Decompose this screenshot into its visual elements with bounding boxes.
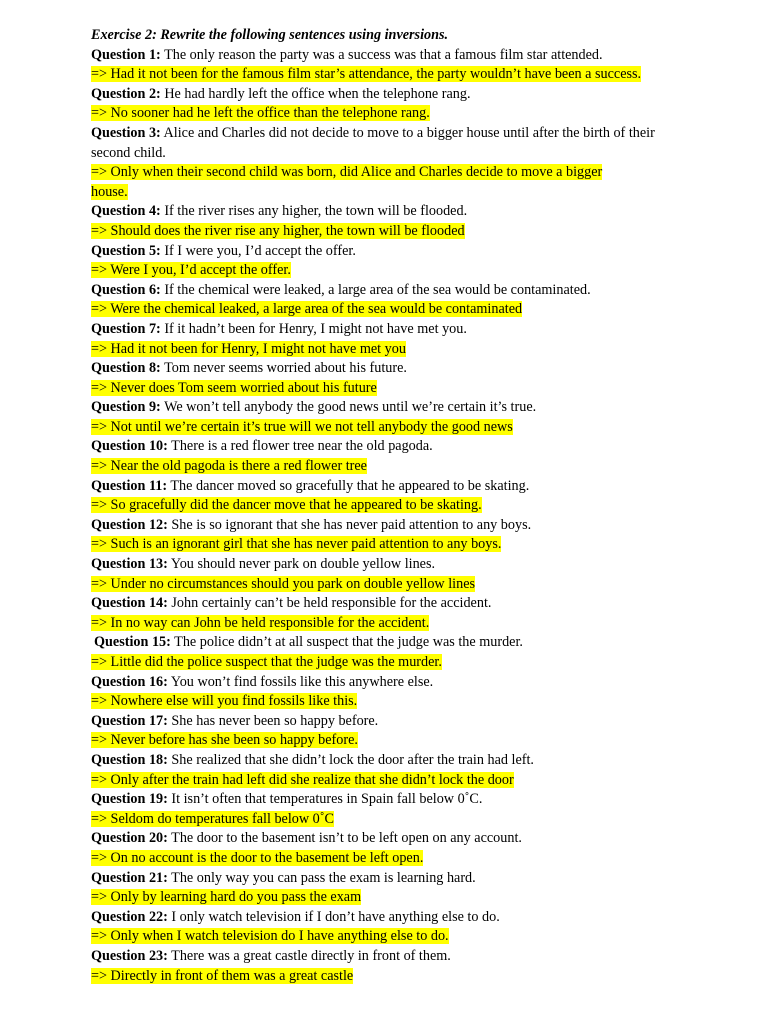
question-text: It isn’t often that temperatures in Spain fall below 0˚C. — [171, 791, 483, 808]
question-3 — [91, 124, 681, 163]
answer-9: => Not until we’re certain it’s true will we not tell anybody the good news — [91, 418, 513, 435]
question-label: Question 2: — [91, 85, 161, 102]
question-text: Alice and Charles did not decide to move to a bigger house until after the birth of their second child. — [91, 124, 655, 161]
answer-1: => Had it not been for the famous film star’s attendance, the party wouldn’t have been a success. — [91, 66, 642, 83]
question-text: The only way you can pass the exam is learning hard. — [171, 869, 476, 886]
question-7 — [91, 320, 708, 340]
answer-6: => Were the chemical leaked, a large area of the sea would be contaminated — [91, 301, 523, 318]
question-label: Question 7: — [91, 320, 161, 337]
question-label: Question 16: — [91, 673, 168, 690]
answer-18: => Only after the train had left did she realize that she didn’t lock the door — [91, 771, 514, 788]
question-label: Question 9: — [91, 399, 161, 416]
answer-4: => Should does the river rise any higher, the town will be flooded — [91, 222, 465, 239]
question-13 — [91, 555, 708, 575]
answer-3-line-1: => Only when their second child was born, did Alice and Charles decide to move a bigger — [91, 164, 603, 181]
question-text: There is a red flower tree near the old pagoda. — [171, 438, 433, 455]
answer-13: => Under no circumstances should you park on double yellow lines — [91, 575, 476, 592]
answer-23: => Directly in front of them was a great castle — [91, 967, 354, 984]
answer-8: => Never does Tom seem worried about his future — [91, 379, 377, 396]
answer-7: => Had it not been for Henry, I might not have met you — [91, 340, 406, 357]
answer-14: => In no way can John be held responsible for the accident. — [91, 614, 430, 631]
question-label: Question 21: — [91, 869, 168, 886]
question-label: Question 4: — [91, 203, 161, 220]
question-text: You won’t find fossils like this anywhere else. — [170, 673, 434, 690]
question-4 — [91, 202, 708, 222]
question-label: Question 22: — [91, 908, 168, 925]
question-label: Question 12: — [91, 516, 168, 533]
question-label: Question 10: — [91, 438, 168, 455]
question-label: Question 14: — [91, 595, 168, 612]
question-label: Question 5: — [91, 242, 161, 259]
answer-22: => Only when I watch television do I have anything else to do. — [91, 928, 449, 945]
question-label: Question 8: — [91, 360, 161, 377]
question-text: The dancer moved so gracefully that he appeared to be skating. — [170, 477, 530, 494]
question-18 — [91, 751, 708, 771]
question-8 — [91, 359, 708, 379]
question-2 — [91, 85, 708, 105]
question-1 — [91, 46, 708, 66]
question-text: I only watch television if I don’t have anything else to do. — [171, 908, 500, 925]
question-text: If it hadn’t been for Henry, I might not have met you. — [164, 320, 467, 337]
question-text: She has never been so happy before. — [171, 712, 379, 729]
question-9 — [91, 398, 708, 418]
question-15 — [91, 633, 708, 653]
question-16 — [91, 673, 708, 693]
question-label: Question 11: — [91, 477, 168, 494]
question-text: Tom never seems worried about his future. — [164, 360, 407, 377]
answer-15: => Little did the police suspect that the judge was the murder. — [91, 654, 442, 670]
question-text: If the river rises any higher, the town will be flooded. — [164, 203, 468, 220]
question-11 — [91, 477, 708, 497]
question-14 — [91, 594, 708, 614]
answer-10: => Near the old pagoda is there a red flower tree — [91, 458, 367, 475]
answer-21: => Only by learning hard do you pass the exam — [91, 889, 362, 906]
answer-5: => Were I you, I’d accept the offer. — [91, 262, 291, 279]
question-label: Question 15: — [94, 634, 171, 651]
question-23 — [91, 947, 708, 967]
question-text: He had hardly left the office when the telephone rang. — [164, 85, 471, 102]
question-label: Question 1: — [91, 46, 161, 63]
question-10 — [91, 437, 708, 457]
question-label: Question 18: — [91, 751, 168, 768]
question-label: Question 23: — [91, 947, 168, 964]
question-label: Question 3: — [91, 124, 161, 141]
answer-17: => Never before has she been so happy before. — [91, 732, 358, 749]
question-12 — [91, 516, 708, 536]
question-text: We won’t tell anybody the good news until we’re certain it’s true. — [164, 399, 537, 416]
question-17 — [91, 712, 708, 732]
answer-11: => So gracefully did the dancer move that he appeared to be skating. — [91, 497, 482, 514]
answer-3-line-2: house. — [91, 183, 128, 200]
question-text: She is so ignorant that she has never paid attention to any boys. — [171, 516, 532, 533]
question-text: There was a great castle directly in front of them. — [171, 947, 451, 964]
question-label: Question 19: — [91, 791, 168, 808]
answer-20: => On no account is the door to the basement be left open. — [91, 849, 424, 866]
answer-2: => No sooner had he left the office than the telephone rang. — [91, 105, 430, 122]
question-label: Question 20: — [91, 830, 168, 847]
question-text: If I were you, I’d accept the offer. — [164, 242, 356, 259]
question-5 — [91, 242, 708, 262]
question-label: Question 17: — [91, 712, 168, 729]
question-text: She realized that she didn’t lock the door after the train had left. — [171, 751, 534, 768]
question-text: You should never park on double yellow lines. — [170, 556, 436, 573]
question-19 — [91, 790, 708, 810]
question-21 — [91, 869, 708, 889]
question-text: John certainly can’t be held responsible for the accident. — [171, 595, 492, 612]
question-22 — [91, 908, 708, 928]
question-text: The only reason the party was a success was that a famous film star attended. — [164, 46, 603, 63]
question-6 — [91, 281, 708, 301]
question-label: Question 13: — [91, 556, 168, 573]
answer-19: => Seldom do temperatures fall below 0˚C — [91, 810, 334, 827]
question-text: The door to the basement isn’t to be left open on any account. — [171, 830, 522, 847]
answer-16: => Nowhere else will you find fossils like this. — [91, 693, 358, 710]
exercise-title: Exercise 2: Rewrite the following sentences using inversions. — [91, 27, 449, 43]
question-text: If the chemical were leaked, a large area of the sea would be contaminated. — [164, 281, 591, 298]
question-label: Question 6: — [91, 281, 161, 298]
question-20 — [91, 829, 708, 849]
answer-12: => Such is an ignorant girl that she has never paid attention to any boys. — [91, 536, 502, 553]
question-text: The police didn’t at all suspect that the judge was the murder. — [174, 634, 523, 651]
